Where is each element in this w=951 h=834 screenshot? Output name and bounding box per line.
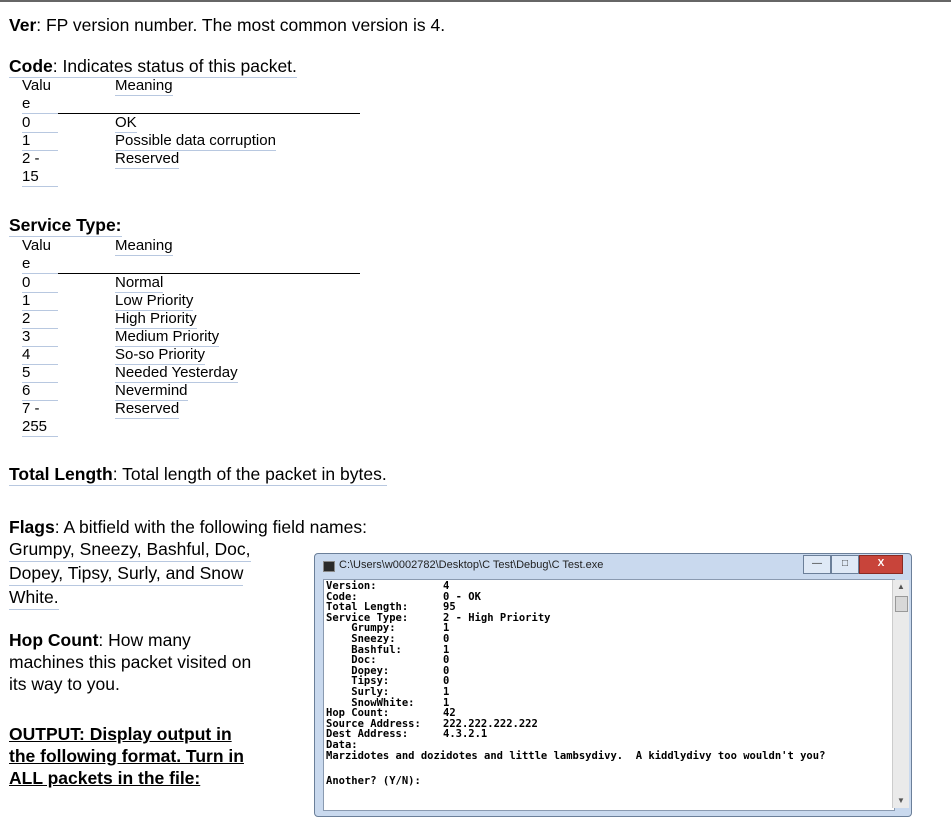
service-meaning: Medium Priority [115,328,220,345]
code-header-value: Valu e [22,77,58,114]
console-value: 1 [443,696,450,709]
console-output [323,579,895,811]
service-value: 2 [22,310,58,329]
code-text: : Indicates status of this packet. [52,56,297,76]
hop-count-label: Hop Count [9,630,99,650]
service-meaning: Normal [115,274,164,291]
service-value: 5 [22,364,58,383]
code-meaning: Possible data corruption [115,132,276,149]
console-data-text: Marzidotes and dozidotes and little lambsydivy. A kiddlydivy too wouldn't you? [326,749,826,762]
console-label: Service Type: [326,611,409,624]
code-value: 0 [22,114,58,133]
code-value: 2 - 15 [22,150,58,187]
console-label: Grumpy: [326,622,396,635]
code-meaning: Reserved [115,150,180,167]
ver-text: : FP version number. The most common version is 4. [36,15,446,35]
flags-line: Dopey, Tipsy, Surly, and Snow [9,562,243,586]
code-paragraph [9,55,297,77]
table-row [22,328,360,346]
minimize-icon[interactable]: — [803,555,831,574]
service-table-header [22,237,360,274]
window-controls [803,555,903,572]
console-value: 222.222.222.222 [443,717,538,730]
table-row [22,346,360,364]
table-row [22,150,360,186]
hop-count-line: its way to you. [9,674,120,694]
maximize-icon[interactable]: □ [831,555,859,574]
table-row [22,382,360,400]
flags-text: : A bitfield with the following field names: [54,517,367,537]
flags-label: Flags [9,517,55,537]
service-meaning: Reserved [115,400,180,417]
ver-paragraph [9,14,445,36]
console-value: 1 [443,643,450,656]
service-meaning: Nevermind [115,382,188,399]
console-value: 95 [443,601,456,614]
console-value: 0 [443,675,450,688]
console-label: Code: [326,590,358,603]
console-value: 42 [443,707,456,720]
code-header-meaning: Meaning [115,77,173,94]
console-label: Dest Address: [326,728,409,741]
console-label: Tipsy: [326,675,390,688]
console-label: Sneezy: [326,633,396,645]
table-row [22,310,360,328]
console-value: 4 [443,580,450,592]
console-title: C:\Users\w0002782\Desktop\C Test\Debug\C Test.exe [339,559,604,571]
table-row [22,132,360,150]
service-header-meaning: Meaning [115,237,173,254]
service-value: 4 [22,346,58,365]
code-value: 1 [22,132,58,151]
console-value: 0 [443,654,450,667]
console-label: Doc: [326,654,377,667]
console-data-label: Data: [326,739,358,751]
console-label: Hop Count: [326,707,390,720]
console-label: Dopey: [326,664,390,677]
console-titlebar[interactable] [315,554,911,579]
table-row [22,274,360,292]
table-row [22,400,360,436]
console-value: 0 [443,633,450,645]
hop-count-line: machines this packet visited on [9,652,252,672]
code-table [22,77,360,186]
console-label: SnowWhite: [326,696,415,709]
console-label: Version: [326,580,377,592]
flags-line: White. [9,586,59,610]
output-line: the following format. Turn in [9,746,244,766]
table-row [22,292,360,310]
service-meaning: Low Priority [115,292,194,309]
top-rule [0,0,951,2]
output-instructions [9,723,244,789]
service-meaning: Needed Yesterday [115,364,238,381]
console-label: Surly: [326,686,390,698]
service-header-value: Valu e [22,237,58,274]
console-value: 1 [443,622,450,635]
scroll-up-icon[interactable]: ▲ [897,582,905,591]
service-value: 3 [22,328,58,347]
console-value: 0 [443,664,450,677]
scroll-down-icon[interactable]: ▼ [897,796,905,805]
console-value: 2 - High Priority [443,611,551,624]
flags-line: Grumpy, Sneezy, Bashful, Doc, [9,538,251,562]
console-value: 0 - OK [443,590,481,603]
total-length-text: : Total length of the packet in bytes. [112,464,387,484]
ver-label: Ver [9,15,37,35]
service-value: 1 [22,292,58,311]
console-window [314,553,912,817]
vertical-scrollbar[interactable] [892,580,909,808]
close-icon[interactable]: X [859,555,903,574]
console-app-icon [323,561,335,572]
hop-count-paragraph [9,629,251,695]
service-value: 0 [22,274,58,293]
total-length-paragraph [9,463,387,485]
table-row [22,114,360,132]
scroll-thumb[interactable] [895,596,908,612]
service-table [22,237,360,436]
total-length-label: Total Length [9,464,113,484]
hop-count-line: : How many [98,630,191,650]
code-meaning: OK [115,114,137,131]
console-value: 4.3.2.1 [443,728,488,741]
service-meaning: So-so Priority [115,346,206,363]
service-value: 6 [22,382,58,401]
service-label: Service Type: [9,215,122,235]
console-prompt: Another? (Y/N): [326,774,421,787]
console-label: Bashful: [326,643,402,656]
console-value: 1 [443,686,450,698]
console-label: Total Length: [326,601,409,614]
service-meaning: High Priority [115,310,197,327]
code-label: Code [9,56,53,76]
output-line: OUTPUT: Display output in [9,724,232,744]
output-line: ALL packets in the file: [9,768,201,788]
service-value: 7 - 255 [22,400,58,437]
console-label: Source Address: [326,717,421,730]
table-row [22,364,360,382]
code-table-header [22,77,360,114]
service-paragraph [9,214,122,236]
